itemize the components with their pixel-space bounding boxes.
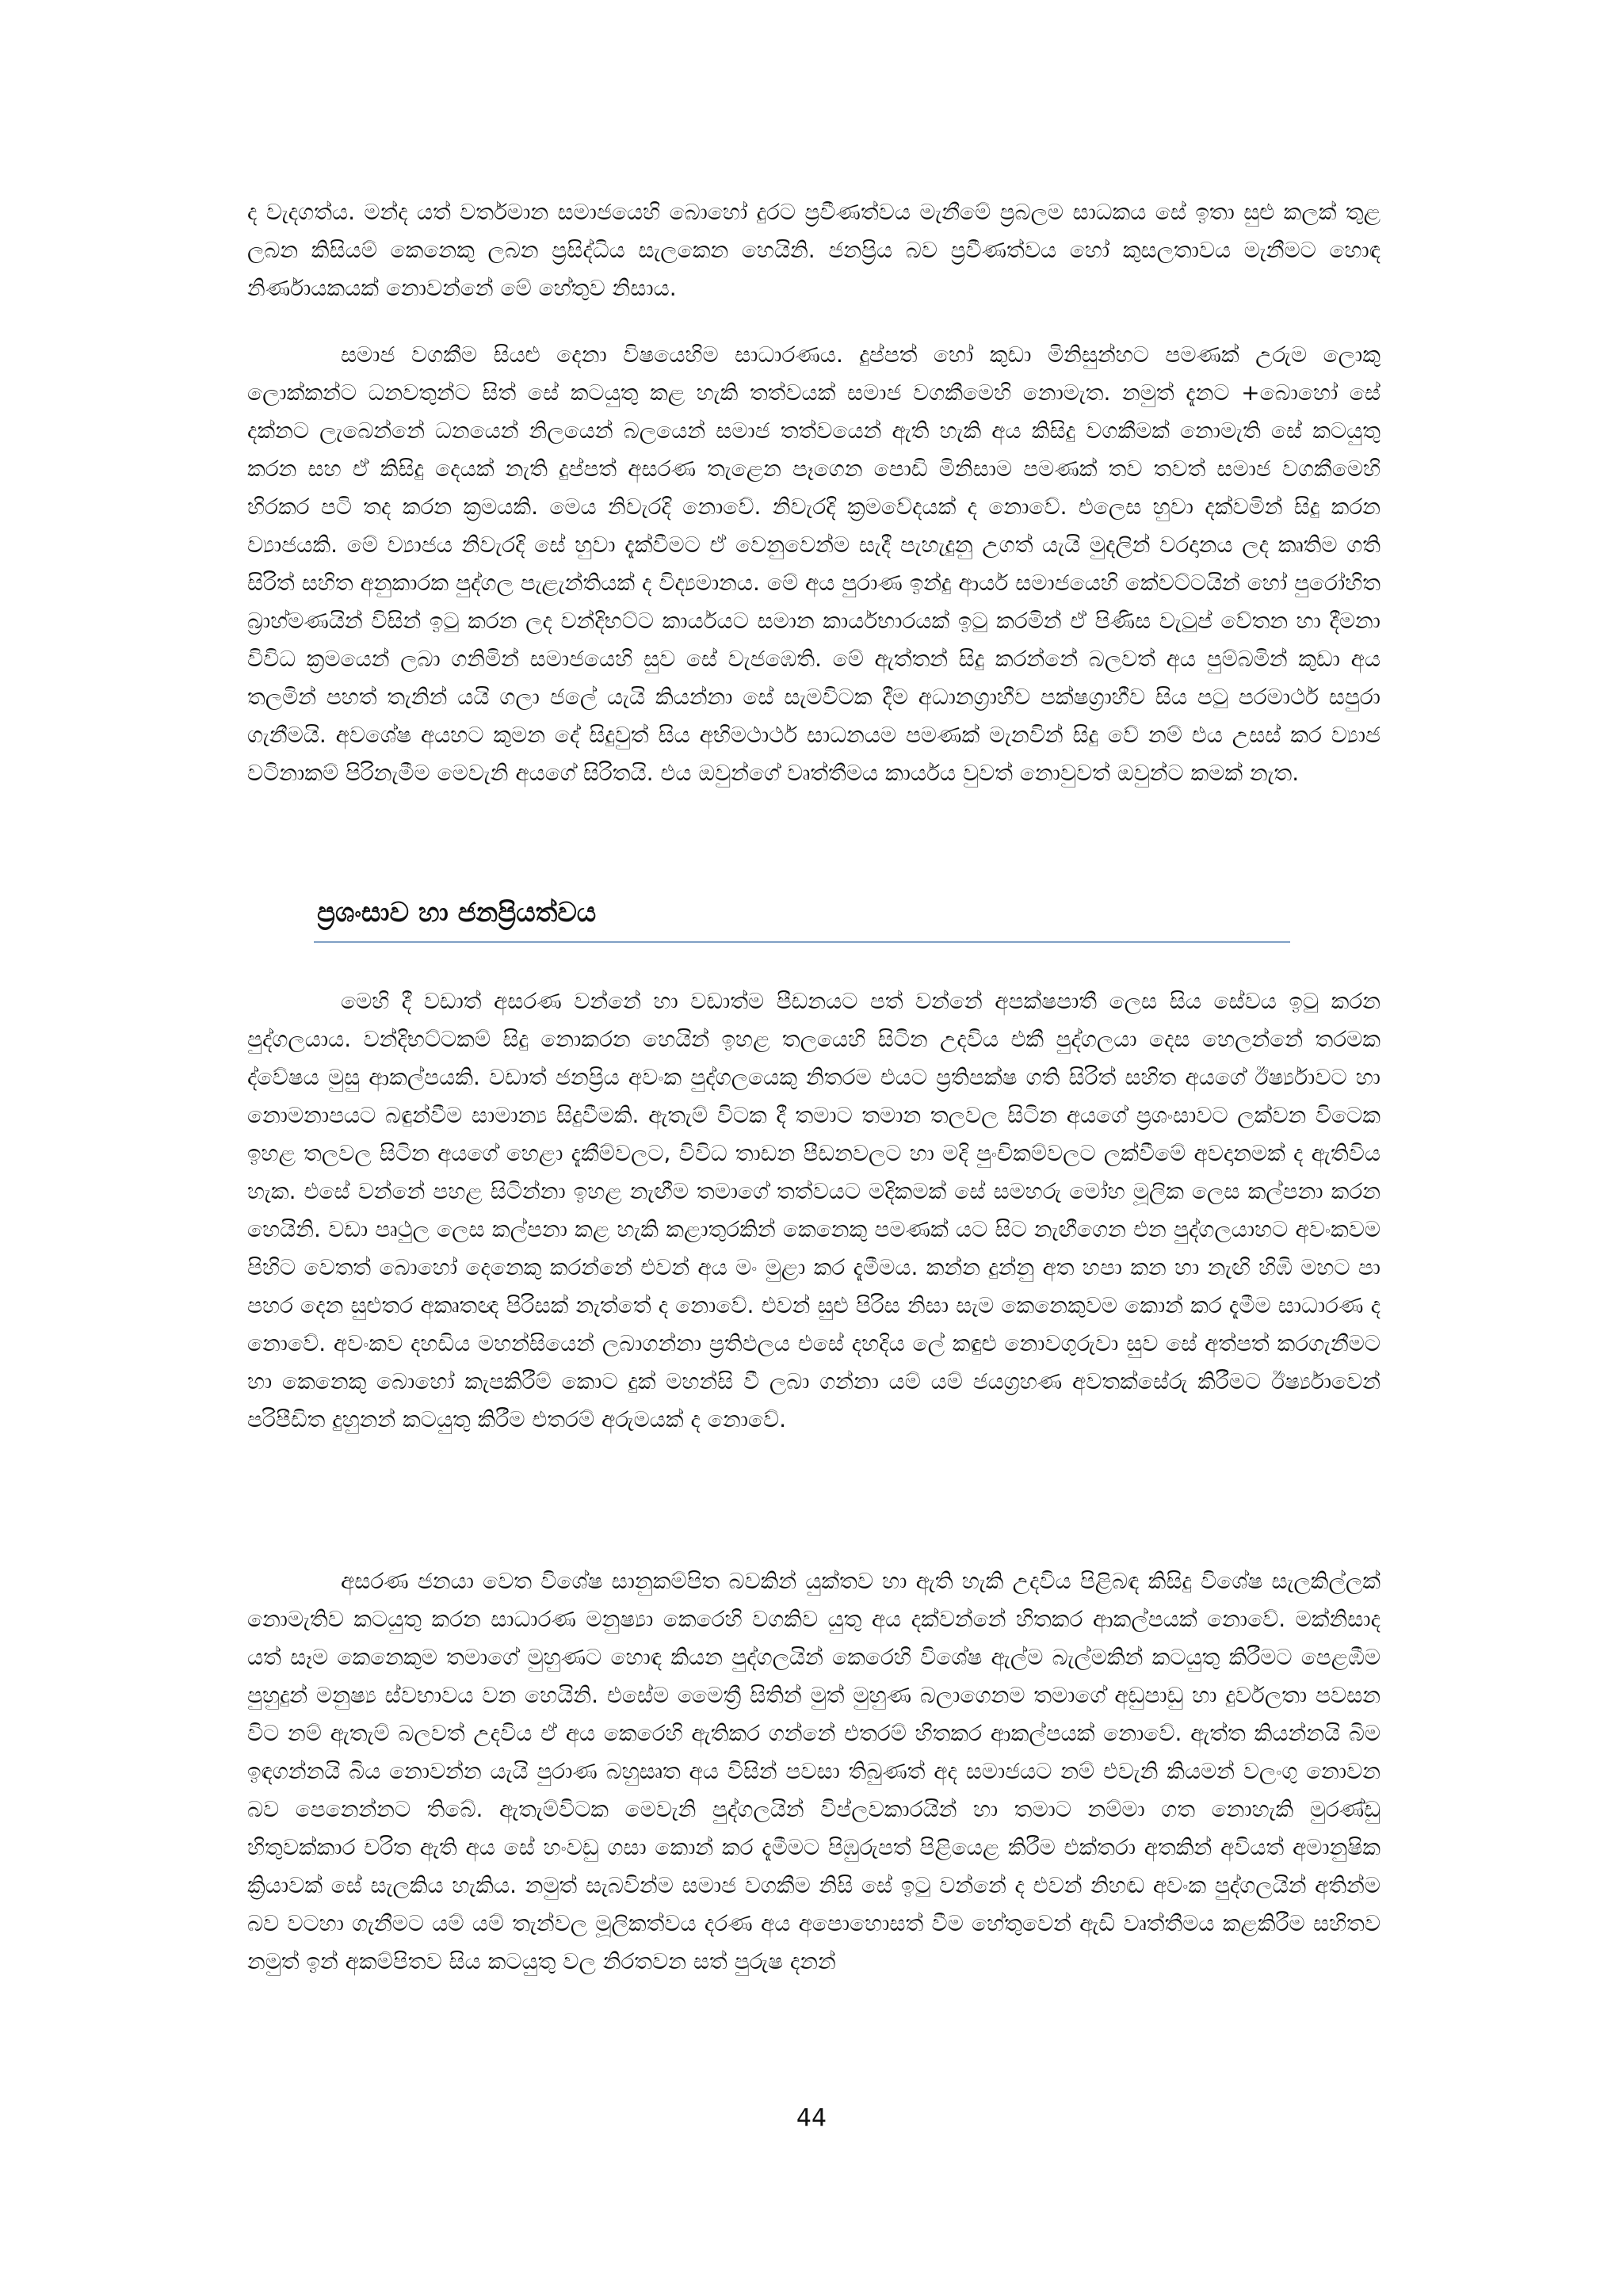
section-heading: ප්‍රශංසාව හා ජනප්‍රියත්වය xyxy=(317,897,597,929)
paragraph-3: මෙහි දී වඩාත් අසරණ වන්නේ හා වඩාත්ම පීඩනයට පත් වන්නේ අපක්ෂපාතී ලෙස සිය සේවය ඉටු කරන පුද්ගලයාය. වන්දිභට්ටකම් සිදු නොකරන හෙයින් ඉහළ තලයෙහි සිටින උදවිය එකී පුද්ගලයා දෙස හෙලන්නේ තරමක ද්වේෂය මුසු ආකල්පයකි. වඩාත් ජනප්‍රිය අවංක පුද්ගලයෙකු නිතරම එයට ප්‍රතිපක්ෂ ගති සිරිත් සහිත අයගේ ඊර්ෂ්‍යාවට හා නොමනාපයට බඳුන්වීම සාමාන්‍ය සිදුවීමකි. ඇතැම් විටක දී තමාට තමාන තලවල සිටින අයගේ ප්‍රශංසාවට ලක්වන විටෙක ඉහළ තලවල සිටින අයගේ හෙළා දැකීම්වලට, විවිධ තාඩන පීඩනවලට හා මදි පුංචිකම්වලට ලක්වීමේ අවදානමක් ද ඇතිවිය හැක. එසේ වන්නේ පහළ සිටින්නා ඉහළ නැඟීම තමාගේ තත්වයට මදිකමක් සේ සමහරු මෝහ මූලික ලෙස කල්පනා කරන හෙයිනි. වඩා පෘථුල ලෙස කල්පනා කළ හැකි කළාතුරකින් කෙනෙකු පමණක් යට සිට නැඟීගෙන එන පුද්ගලයාහට අවංකවම පිහිට වෙතත් බොහෝ දෙනෙකු කරන්නේ එවන් අය මං මුළා කර දැමීමය. කන්න දුන්නු අත හපා කන හා නැඟි හිඹි මහට පා පහර දෙන සුළුතර අකෘතඥ පිරිසක් නැත්තේ ද නොවේ. එවන් සුළු පිරිස නිසා සැම කෙනෙකුවම කොන් කර දැමීම සාධාරණ ද නොවේ. අවංකව දහඩිය මහන්සියෙන් ලබාගන්නා ප්‍රතිඵලය එසේ දහදිය ලේ කඳුළු නොවගුරුවා සුව සේ අත්පත් කරගැනීමට හා කෙනෙකු බොහෝ කැපකිරීම් කොට දුක් මහන්සි වී ලබා ගන්නා යම් යම් ජයග්‍රහණ අවතක්සේරු කිරීමට ඊර්ෂ්‍යාවෙන් පරිපීඩිත දුහුනන් කටයුතු කිරීම එතරම් අරුමයක් ද නොවේ. xyxy=(247,988,1381,1432)
paragraph-1: ද වැදගත්ය. මන්ද යත් වර්තමාන සමාජයෙහි බොහෝ දුරට ප්‍රවීණත්වය මැනීමේ ප්‍රබලම සාධකය සේ ඉතා සුළු කලක් තුළ ලබන කිසියම් කෙනෙකු ලබන ප්‍රසිද්ධිය සැලකෙන හෙයිනි. ජනප්‍රිය බව ප්‍රවීණත්වය හෝ කුසලතාවය මැනීමට හොඳ නිර්ණායකයක් නොවන්නේ මේ හේතුව නිසාය. xyxy=(247,199,1381,301)
page-number: 44 xyxy=(796,2104,827,2132)
heading-underline xyxy=(314,941,1290,943)
paragraph-4: අසරණ ජනයා වෙත විශේෂ සානුකම්පිත බවකින් යුක්තව හා ඇති හැකි උදවිය පිළිබඳ කිසිදු විශේෂ සැලකිල්ලක් නොමැතිව කටයුතු කරන සාධාරණ මනුෂ්‍යා කෙරෙහි වගකිව යුතු අය දක්වන්නේ හිතකර ආකල්පයක් නොවේ. මක්නිසාද යත් සෑම කෙනෙකුම තමාගේ මුහුණට හොඳ කියන පුද්ගලයින් කෙරෙහි විශේෂ ඇල්ම බැල්මකින් කටයුතු කිරීමට පෙළඹීම පුහුදුන් මනුෂ්‍ය ස්වභාවය වන හෙයිනි. එසේම මෛත්‍රී සිතින් මුත් මුහුණ බලාගෙනම තමාගේ අඩුපාඩු හා දුර්වලතා පවසන විට නම් ඇතැම් බලවත් උදවිය ඒ අය කෙරෙහි ඇතිකර ගන්නේ එතරම් හිතකර ආකල්පයක් නොවේ. ඇත්ත කියන්නයි බිම ඉඳගන්නයි බිය නොවන්න යැයි පුරාණ බහුසෘත අය විසින් පවසා තිබුණත් අද සමාජයට නම් එවැනි කියමන් වලංගු නොවන බව පෙනෙන්නට තිබේ. ඇතැම්විටක මෙවැනි පුද්ගලයින් විප්ලවකාරයින් හා තමාට නම්මා ගත නොහැකි මුරණ්ඩු හිතුවක්කාර චරිත ඇති අය සේ හංවඩු ගසා කොන් කර දැමීමට පිඹුරුපත් පිළියෙළ කිරීම එක්තරා අතකින් අවියත් අමානුෂික ක්‍රියාවක් සේ සැලකිය හැකිය. නමුත් සැබවින්ම සමාජ වගකීම නිසි සේ ඉටු වන්නේ ද එවන් නිහඬ අවංක පුද්ගලයින් අතින්ම බව වටහා ගැනීමට යම් යම් තැන්වල මූලිකත්වය දරණ අය අපොහොසත් වීම හේතුවෙන් ඇඩි වෘත්තීමය කළකිරීම සහිතව නමුත් ඉන් අකම්පිතව සිය කටයුතු වල නිරතවන සත් පුරුෂ දනන් xyxy=(247,1568,1381,1974)
paragraph-2: සමාජ වගකීම සියළු දෙනා විෂයෙහිම සාධාරණය. දුප්පත් හෝ කුඩා මිනිසුන්හට පමණක් උරුම ලොකු ලොක්කන්ට ධනවතුන්ට සිත් සේ කටයුතු කළ හැකි තත්වයක් සමාජ වගකීමෙහි නොමැත. නමුත් දැනට +බොහෝ සේ දක්නට ලැබෙන්නේ ධනයෙන් නිලයෙන් බලයෙන් සමාජ තත්වයෙන් ඇති හැකි අය කිසිදු වගකීමක් නොමැති සේ කටයුතු කරන සහ ඒ කිසිදු දෙයක් නැති දුප්පත් අසරණ තැළෙන පෑගෙන පොඩි මිනිසාම පමණක් තව තවත් සමාජ වගකීමෙහි හිරකර පටි තද කරන ක්‍රමයකි. මෙය නිවැරදි නොවේ. නිවැරදි ක්‍රමවේදයක් ද නොවේ. එලෙස හුවා දක්වමින් සිදු කරන ව්‍යාජයකි. මේ ව්‍යාජය නිවැරදි සේ හුවා දැක්වීමට ඒ වෙනුවෙන්ම සැදී පැහැදුනු උගත් යැයි මුදලින් වරදානය ලද කෘතිම ගති සිරිත් සහිත අනුකාරක පුද්ගල පැළැන්තියක් ද විද්‍යමානය. මේ අය පුරාණ ඉන්දු ආර්ය සමාජයෙහි කේවට්ටයින් හෝ පුරෝහිත බ්‍රාහ්මණයින් විසින් ඉටු කරන ලද වන්දිභට්ට කාර්යයට සමාන කාර්යභාරයක් ඉටු කරමින් ඒ පිණිස වැටුප් වේතන හා දීමනා විවිධ ක්‍රමයෙන් ලබා ගනිමින් සමාජයෙහි සුව සේ වැජඹෙති. මේ ඇත්තන් සිදු කරන්නේ බලවත් අය පුම්බමින් කුඩා අය තලමින් පහත් තැනින් යයි ගලා ජලේ යැයි කියන්නා සේ සැමවිටක දීම අධානග්‍රාහීව පක්ෂග්‍රාහීව සිය පටු පරමාර්ථ සපුරා ගැනීමයි. අවශේෂ අයහට කුමන දේ සිදුවුත් සිය අභිමථාර්ථ සාධනයම පමණක් මැනවින් සිදු වේ නම් එය උසස් කර ව්‍යාජ වටිනාකම් පිරිනැමීම මෙවැනි අයගේ සිරිතයි. එය ඔවුන්ගේ වෘත්තීමය කාර්යය වුවත් නොවුවත් ඔවුන්ට කමක් නැත. xyxy=(247,341,1381,786)
